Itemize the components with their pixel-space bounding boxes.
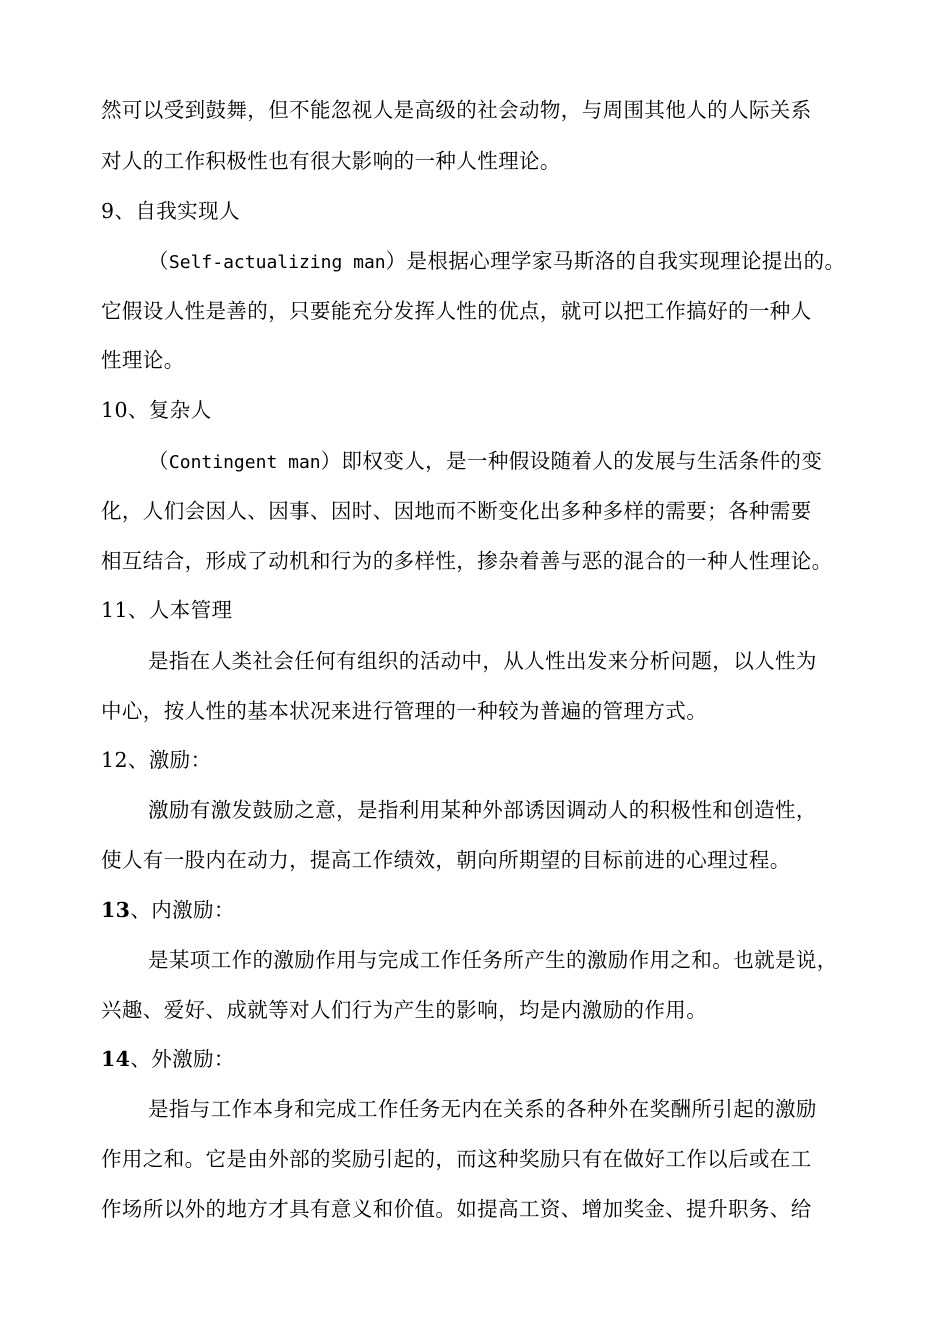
- paragraph-line: 相互结合，形成了动机和行为的多样性，掺杂着善与恶的混合的一种人性理论。: [101, 549, 833, 573]
- section-heading-14: [101, 1046, 861, 1072]
- paragraph-line: 中心，按人性的基本状况来进行管理的一种较为普遍的管理方式。: [101, 699, 708, 723]
- paragraph-line: [148, 248, 861, 276]
- english-term: Self-actualizing man: [168, 252, 386, 273]
- paragraph-line: 然可以受到鼓舞，但不能忽视人是高级的社会动物，与周围其他人的人际关系: [101, 98, 812, 122]
- paragraph-line: 作场所以外的地方才具有意义和价值。如提高工资、增加奖金、提升职务、给: [101, 1197, 812, 1221]
- paragraph-line: 是某项工作的激励作用与完成工作任务所产生的激励作用之和。也就是说，: [148, 948, 838, 972]
- paragraph-line: 化，人们会因人、因事、因时、因地而不断变化出多种多样的需要；各种需要: [101, 499, 812, 523]
- heading-text: 、外激励：: [130, 1047, 235, 1071]
- section-heading-13: [101, 897, 861, 923]
- paragraph-line: [148, 448, 861, 476]
- line-text: ）即权变人，是一种假设随着人的发展与生活条件的变: [320, 449, 823, 473]
- section-heading-9: 9、自我实现人: [101, 199, 240, 223]
- paragraph-line: 是指与工作本身和完成工作任务无内在关系的各种外在奖酬所引起的激励: [148, 1097, 817, 1121]
- paragraph-line: 对人的工作积极性也有很大影响的一种人性理论。: [101, 149, 561, 173]
- section-heading-12: 12、激励：: [101, 748, 212, 772]
- line-text: ）是根据心理学家马斯洛的自我实现理论提出的。: [385, 249, 846, 273]
- paragraph-line: 性理论。: [101, 348, 185, 372]
- paragraph-line: 是指在人类社会任何有组织的活动中，从人性出发来分析问题，以人性为: [148, 649, 817, 673]
- heading-number: 14: [101, 1047, 131, 1071]
- section-heading-11: 11、人本管理: [101, 598, 233, 622]
- paragraph-line: 激励有激发鼓励之意，是指利用某种外部诱因调动人的积极性和创造性，: [148, 798, 817, 822]
- paren-open: （: [148, 449, 169, 473]
- paragraph-line: 使人有一股内在动力，提高工作绩效，朝向所期望的目标前进的心理过程。: [101, 848, 791, 872]
- heading-number: 13: [101, 898, 131, 922]
- english-term: Contingent man: [168, 452, 321, 473]
- paragraph-line: 它假设人性是善的，只要能充分发挥人性的优点，就可以把工作搞好的一种人: [101, 299, 812, 323]
- paragraph-line: 作用之和。它是由外部的奖励引起的，而这种奖励只有在做好工作以后或在工: [101, 1147, 812, 1171]
- paragraph-line: 兴趣、爱好、成就等对人们行为产生的影响，均是内激励的作用。: [101, 998, 708, 1022]
- section-heading-10: 10、复杂人: [101, 398, 212, 422]
- heading-text: 、内激励：: [130, 898, 235, 922]
- paren-open: （: [148, 249, 169, 273]
